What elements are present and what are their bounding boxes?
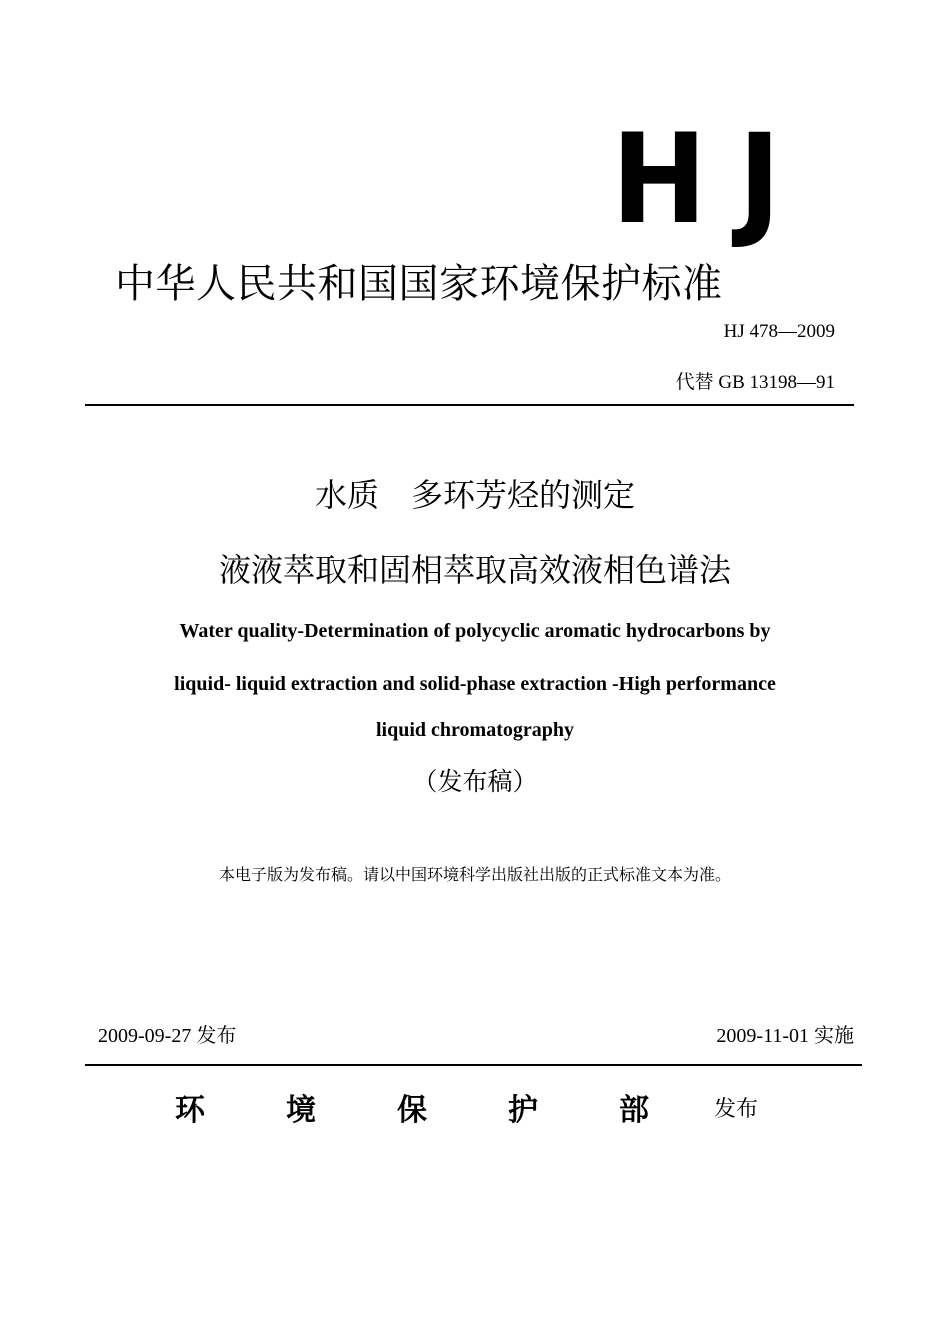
issuer-char-5: 部 (619, 1093, 649, 1128)
bottom-divider (85, 1064, 862, 1066)
hj-logo: HJ (611, 108, 812, 252)
english-title-line-1: Water quality-Determination of polycyclic aromatic hydrocarbons by (179, 620, 771, 642)
english-title-line-3: liquid chromatography (376, 719, 574, 741)
issue-date: 2009-09-27 发布 (98, 1025, 237, 1047)
issuer-char-3: 保 (397, 1093, 427, 1128)
chinese-title-line-2: 液液萃取和固相萃取高效液相色谱法 (218, 551, 731, 589)
chinese-title-line-1: 水质 多环芳烃的测定 (314, 476, 635, 514)
notice-text: 本电子版为发布稿。请以中国环境科学出版社出版的正式标准文本为准。 (218, 865, 731, 884)
issuer-char-1: 环 (175, 1093, 205, 1128)
english-title-line-2: liquid- liquid extraction and solid-phase extraction -High performance (174, 673, 776, 695)
replaced-standard: 代替 GB 13198—91 (675, 372, 835, 393)
standard-number: HJ 478—2009 (723, 321, 835, 342)
issuer-char-2: 境 (286, 1093, 316, 1128)
issuer-suffix: 发布 (714, 1097, 759, 1122)
effective-date: 2009-11-01 实施 (716, 1025, 854, 1047)
draft-label: （发布稿） (412, 767, 538, 796)
issuer-char-4: 护 (508, 1093, 538, 1128)
org-title: 中华人民共和国国家环境保护标准 (115, 261, 723, 307)
top-divider (85, 404, 854, 406)
